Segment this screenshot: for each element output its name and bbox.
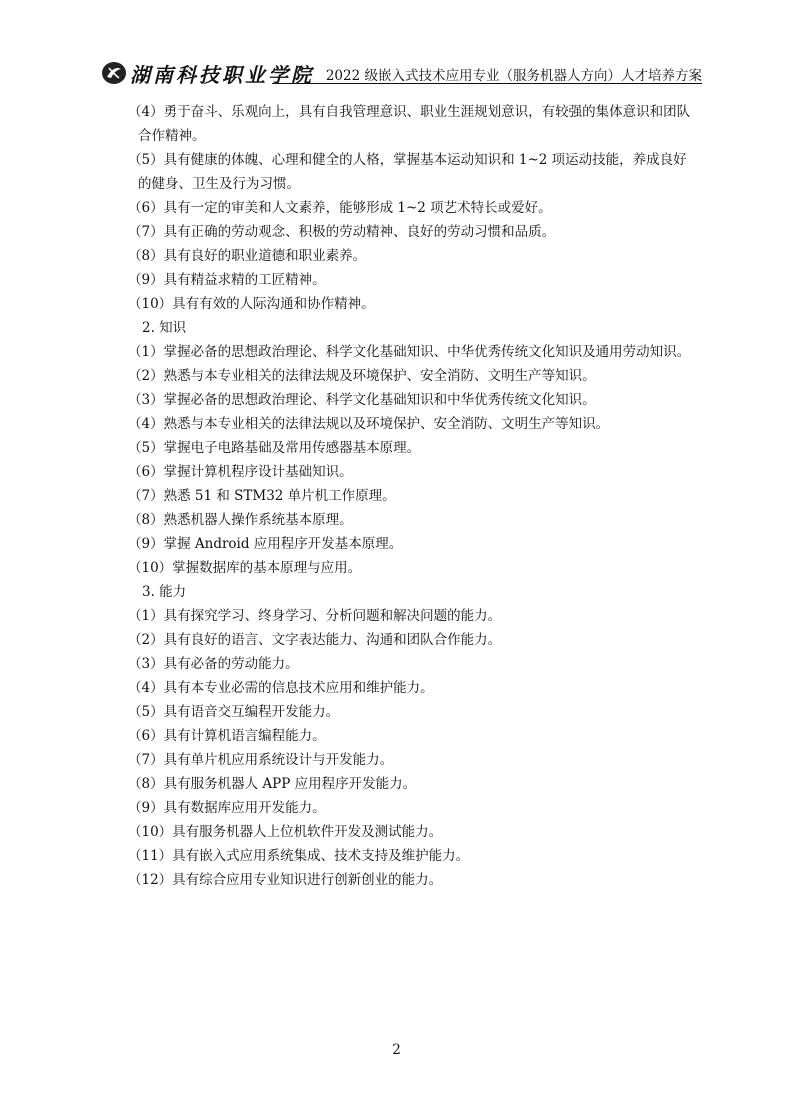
list-item: （3）具有必备的劳动能力。: [128, 656, 299, 672]
section-heading: 3. 能力: [142, 584, 187, 600]
list-item: （3）掌握必备的思想政治理论、科学文化基础知识和中华优秀传统文化知识。: [128, 392, 596, 408]
list-item: （7）熟悉 51 和 STM32 单片机工作原理。: [128, 488, 396, 504]
list-item: （8）具有良好的职业道德和职业素养。: [128, 248, 367, 264]
school-name: 湖南科技职业学院: [130, 63, 314, 87]
list-item: （8）具有服务机器人 APP 应用程序开发能力。: [128, 776, 417, 792]
list-item: （7）具有单片机应用系统设计与开发能力。: [128, 752, 394, 768]
school-logo-icon: [100, 60, 128, 86]
list-item: （5）具有语音交互编程开发能力。: [128, 704, 340, 720]
document-body: [128, 100, 698, 892]
list-item: （7）具有正确的劳动观念、积极的劳动精神、良好的劳动习惯和品质。: [128, 224, 556, 240]
header-rule: [272, 83, 702, 84]
list-item: （10）掌握数据库的基本原理与应用。: [128, 560, 362, 576]
list-item: （5）具有健康的体魄、心理和健全的人格，掌握基本运动知识和 1~2 项运动技能，养成良好的健身、卫生及行为习惯。: [128, 152, 687, 192]
list-item: （12）具有综合应用专业知识进行创新创业的能力。: [128, 872, 443, 888]
list-item: （5）掌握电子电路基础及常用传感器基本原理。: [128, 440, 421, 456]
list-item: （2）熟悉与本专业相关的法律法规及环境保护、安全消防、文明生产等知识。: [128, 368, 596, 384]
list-item: （4）勇于奋斗、乐观向上，具有自我管理意识、职业生涯规划意识，有较强的集体意识和团队合作精神。: [128, 104, 691, 144]
page-header: [100, 58, 702, 88]
list-item: （9）掌握 Android 应用程序开发基本原理。: [128, 536, 403, 552]
list-item: （9）具有数据库应用开发能力。: [128, 800, 326, 816]
list-item: （2）具有良好的语言、文字表达能力、沟通和团队合作能力。: [128, 632, 502, 648]
list-item: （6）具有计算机语言编程能力。: [128, 728, 326, 744]
list-item: （10）具有服务机器人上位机软件开发及测试能力。: [128, 824, 443, 840]
list-item: （8）熟悉机器人操作系统基本原理。: [128, 512, 353, 528]
list-item: （6）掌握计算机程序设计基础知识。: [128, 464, 353, 480]
list-item: （11）具有嵌入式应用系统集成、技术支持及维护能力。: [128, 848, 470, 864]
list-item: （10）具有有效的人际沟通和协作精神。: [128, 296, 375, 312]
page-number: 2: [392, 1042, 401, 1058]
list-item: （6）具有一定的审美和人文素养，能够形成 1~2 项艺术特长或爱好。: [128, 200, 552, 216]
list-item: （9）具有精益求精的工匠精神。: [128, 272, 326, 288]
list-item: （1）掌握必备的思想政治理论、科学文化基础知识、中华优秀传统文化知识及通用劳动知识。: [128, 344, 691, 360]
document-title: 2022 级嵌入式技术应用专业（服务机器人方向）人才培养方案: [325, 68, 702, 84]
list-item: （1）具有探究学习、终身学习、分析问题和解决问题的能力。: [128, 608, 502, 624]
section-heading: 2. 知识: [142, 320, 187, 336]
list-item: （4）熟悉与本专业相关的法律法规以及环境保护、安全消防、文明生产等知识。: [128, 416, 610, 432]
list-item: （4）具有本专业必需的信息技术应用和维护能力。: [128, 680, 434, 696]
